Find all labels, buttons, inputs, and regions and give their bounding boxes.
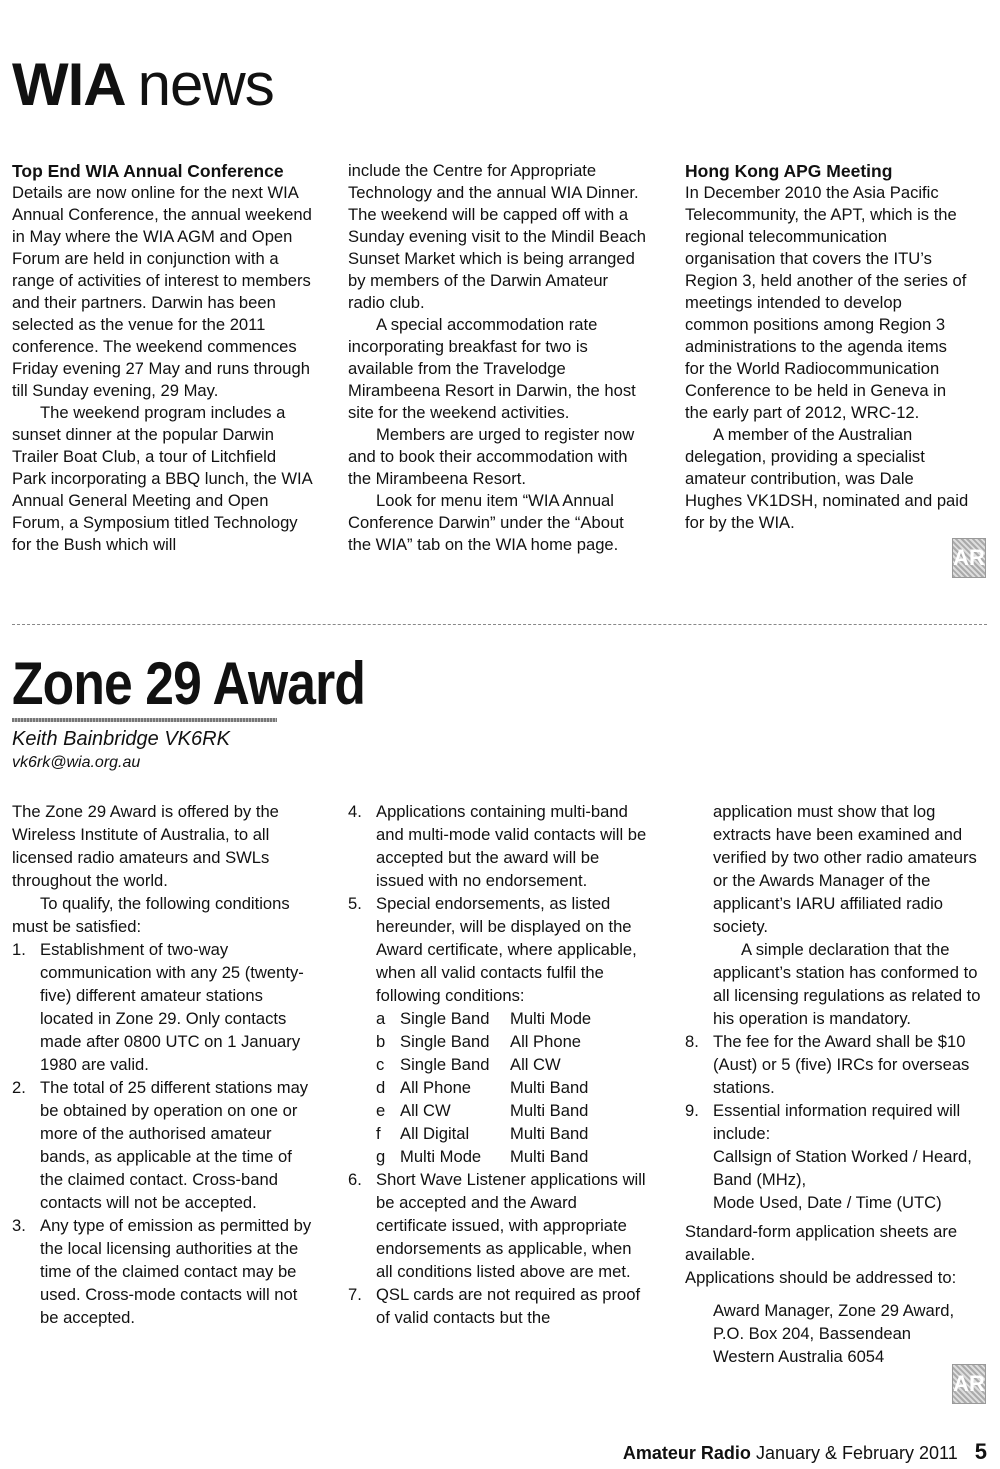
address-line: Award Manager, Zone 29 Award, bbox=[713, 1301, 955, 1320]
list-item bbox=[685, 1099, 985, 1214]
endorsement-letter: e bbox=[376, 1101, 386, 1120]
endorsement-band: All CW bbox=[400, 1101, 451, 1120]
endorsement-letter: g bbox=[376, 1147, 386, 1166]
endorsement-row bbox=[376, 1122, 648, 1145]
endorsement-band: Single Band bbox=[400, 1032, 490, 1051]
zone-29-title: Zone 29 Award bbox=[12, 650, 366, 717]
section-divider bbox=[12, 624, 987, 625]
article-heading: Hong Kong APG Meeting bbox=[685, 161, 893, 181]
article-heading: Top End WIA Annual Conference bbox=[12, 161, 284, 181]
paragraph: Look for menu item “WIA Annual Conference Darwin” under the “About the WIA” tab on the WIA home page. bbox=[348, 491, 624, 554]
endorsement-band: Single Band bbox=[400, 1009, 490, 1028]
wia-column-3 bbox=[685, 160, 970, 534]
item-text: The fee for the Award shall be $10 (Aust) or 5 (five) IRCs for overseas stations. bbox=[713, 1032, 970, 1097]
item-number: 4. bbox=[348, 802, 362, 821]
list-item bbox=[348, 1283, 648, 1329]
wia-column-1 bbox=[12, 160, 312, 556]
item-text: QSL cards are not required as proof of valid contacts but the bbox=[376, 1285, 641, 1327]
item-text: Applications containing multi-band and multi-mode valid contacts will be accepted but the award will be issued with no endorsement. bbox=[376, 802, 647, 890]
list-item bbox=[12, 938, 312, 1076]
zone-column-3 bbox=[685, 800, 985, 1368]
ar-logo-icon: AR bbox=[952, 538, 986, 578]
endorsement-mode: Multi Band bbox=[510, 1147, 589, 1166]
item-text: Short Wave Listener applications will be accepted and the Award certificate issued, with appropriate endorsements as applicable, when all conditions listed above are met. bbox=[376, 1170, 646, 1281]
magazine-name: Amateur Radio bbox=[622, 1443, 751, 1463]
wia-column-2 bbox=[348, 160, 648, 556]
page-footer bbox=[623, 1440, 987, 1465]
list-item bbox=[12, 1214, 312, 1329]
paragraph: Applications should be addressed to: bbox=[685, 1268, 957, 1287]
endorsement-row bbox=[376, 1030, 648, 1053]
item-number: 7. bbox=[348, 1285, 362, 1304]
paragraph: Standard-form application sheets are available. bbox=[685, 1222, 958, 1264]
endorsement-letter: d bbox=[376, 1078, 386, 1097]
item-7-continued bbox=[685, 800, 985, 1030]
item-text: Establishment of two-way communication with any 25 (twenty-five) different amateur stations located in Zone 29. Only contacts made after 0800 UTC on 1 January 1980 are valid. bbox=[40, 940, 304, 1074]
zone-column-2 bbox=[348, 800, 648, 1329]
endorsement-row bbox=[376, 1053, 648, 1076]
paragraph: Details are now online for the next WIA Annual Conference, the annual weekend in May where the WIA AGM and Open Forum are held in conjunction with a range of activities of interest to members and their partners. Darwin has been selected as the venue for the 2011 conference. The weekend commences Friday evening 27 May and runs through till Sunday evening, 29 May. bbox=[12, 183, 312, 400]
item-number: 2. bbox=[12, 1078, 26, 1097]
endorsement-table bbox=[348, 1007, 648, 1168]
list-item bbox=[685, 1030, 985, 1099]
paragraph: application must show that log extracts have been examined and verified by two other radio amateurs or the Awards Manager of the applicant’s IARU affiliated radio society. bbox=[713, 802, 977, 936]
paragraph: include the Centre for Appropriate Technology and the annual WIA Dinner. The weekend will be capped off with a Sunday evening visit to the Mindil Beach Sunset Market which is being arranged by members of the Darwin Amateur radio club. bbox=[348, 161, 646, 312]
paragraph: Members are urged to register now and to book their accommodation with the Mirambeena Resort. bbox=[348, 425, 635, 488]
item-text: The total of 25 different stations may be obtained by operation on one or more of the authorised amateur bands, as applicable at the time of the claimed contact. Cross-band contacts will not be accepted. bbox=[40, 1078, 309, 1212]
endorsement-row bbox=[376, 1099, 648, 1122]
section-title-wia-news bbox=[12, 50, 274, 120]
item-number: 8. bbox=[685, 1032, 699, 1051]
author-name: Keith Bainbridge VK6RK bbox=[12, 728, 230, 750]
endorsement-band: All Phone bbox=[400, 1078, 472, 1097]
address-line: P.O. Box 204, Bassendean bbox=[713, 1324, 912, 1343]
item-number: 6. bbox=[348, 1170, 362, 1189]
list-item bbox=[348, 1168, 648, 1283]
item-text: Special endorsements, as listed hereunder, will be displayed on the Award certificate, where applicable, when all valid contacts fulfil the following conditions: bbox=[376, 894, 637, 1005]
info-line-2: Mode Used, Date / Time (UTC) bbox=[713, 1193, 942, 1212]
item-number: 1. bbox=[12, 940, 26, 959]
paragraph: To qualify, the following conditions must be satisfied: bbox=[12, 894, 290, 936]
endorsement-mode: Multi Band bbox=[510, 1078, 589, 1097]
item-number: 9. bbox=[685, 1101, 699, 1120]
title-underline bbox=[12, 718, 277, 722]
endorsement-band: Multi Mode bbox=[400, 1147, 482, 1166]
endorsement-letter: c bbox=[376, 1055, 385, 1074]
endorsement-row bbox=[376, 1007, 648, 1030]
mailing-address bbox=[685, 1299, 985, 1368]
author-email: vk6rk@wia.org.au bbox=[12, 754, 141, 771]
title-bold: WIA bbox=[12, 51, 126, 118]
info-line-1: Callsign of Station Worked / Heard, Band (MHz), bbox=[713, 1147, 972, 1189]
list-item bbox=[348, 892, 648, 1007]
endorsement-letter: b bbox=[376, 1032, 386, 1051]
endorsement-mode: Multi Mode bbox=[510, 1009, 592, 1028]
item-text bbox=[713, 1099, 985, 1214]
paragraph: A simple declaration that the applicant’s station has conformed to all licensing regulations as related to his operation is mandatory. bbox=[713, 940, 981, 1028]
endorsement-row bbox=[376, 1145, 648, 1168]
endorsement-mode: All CW bbox=[510, 1055, 561, 1074]
endorsement-mode: Multi Band bbox=[510, 1124, 589, 1143]
endorsement-mode: All Phone bbox=[510, 1032, 582, 1051]
paragraph: The weekend program includes a sunset dinner at the popular Darwin Trailer Boat Club, a tour of Litchfield Park incorporating a BBQ lunch, the WIA Annual General Meeting and Open Forum, a Symposium titled Technology for the Bush which will bbox=[12, 403, 312, 554]
item-number: 3. bbox=[12, 1216, 26, 1235]
page-number: 5 bbox=[974, 1439, 987, 1464]
list-item bbox=[12, 1076, 312, 1214]
endorsement-band: Single Band bbox=[400, 1055, 490, 1074]
zone-column-1 bbox=[12, 800, 312, 1329]
paragraph: A special accommodation rate incorporating breakfast for two is available from the Travelodge Mirambeena Resort in Darwin, the host site for the weekend activities. bbox=[348, 315, 636, 422]
endorsement-mode: Multi Band bbox=[510, 1101, 589, 1120]
endorsement-letter: a bbox=[376, 1009, 386, 1028]
issue-date: January & February 2011 bbox=[755, 1443, 958, 1463]
item-text: Any type of emission as permitted by the local licensing authorities at the time of the claimed contact may be used. Cross-mode contacts will not be accepted. bbox=[40, 1216, 312, 1327]
endorsement-letter: f bbox=[376, 1124, 381, 1143]
paragraph: A member of the Australian delegation, providing a specialist amateur contribution, was Dale Hughes VK1DSH, nominated and paid for by the WIA. bbox=[685, 425, 969, 532]
list-item bbox=[348, 800, 648, 892]
item-9-text: Essential information required will include: bbox=[713, 1101, 961, 1143]
paragraph: The Zone 29 Award is offered by the Wireless Institute of Australia, to all licensed radio amateurs and SWLs throughout the world. bbox=[12, 802, 279, 890]
title-light: news bbox=[137, 51, 274, 118]
item-number: 5. bbox=[348, 894, 362, 913]
endorsement-band: All Digital bbox=[400, 1124, 470, 1143]
paragraph: In December 2010 the Asia Pacific Telecommunity, the APT, which is the regional telecommunication organisation that covers the ITU’s Region 3, held another of the series of meetings intended to develop common positions among Region 3 administrations to the agenda items for the World Radiocommunication Conference to be held in Geneva in the early part of 2012, WRC-12. bbox=[685, 183, 967, 422]
address-line: Western Australia 6054 bbox=[713, 1347, 885, 1366]
ar-logo-icon: AR bbox=[952, 1364, 986, 1404]
endorsement-row bbox=[376, 1076, 648, 1099]
